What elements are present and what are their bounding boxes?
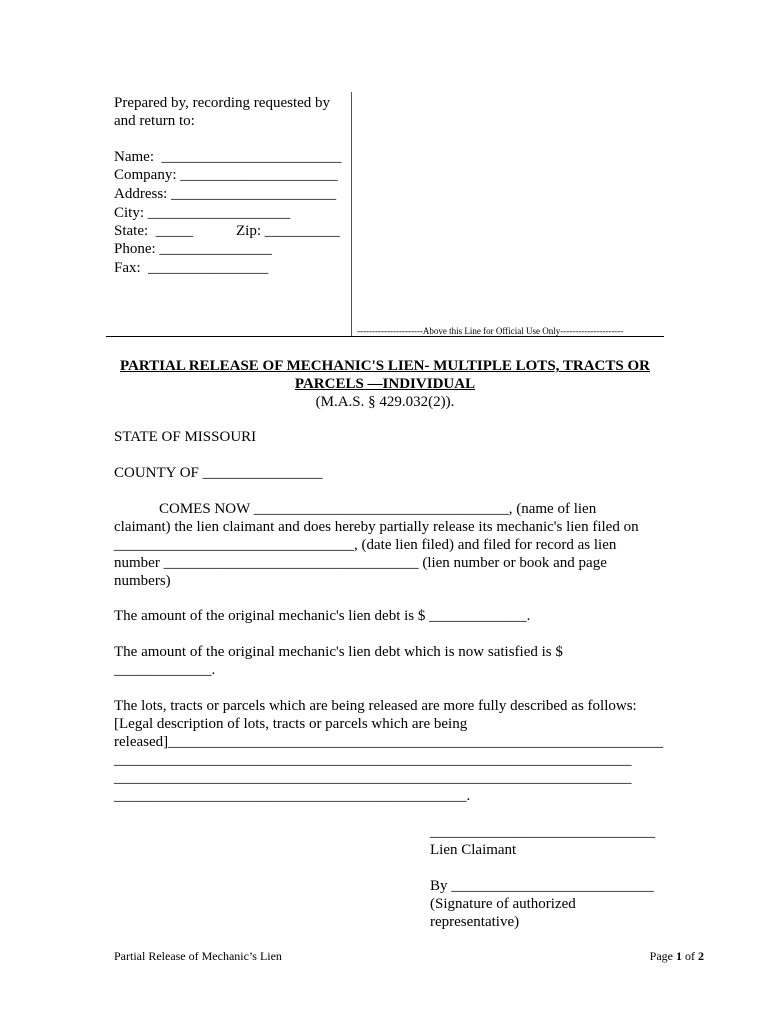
legal-description-line4[interactable]: _______________________________________________. <box>114 788 471 804</box>
statute-citation: (M.A.S. § 429.032(2)). <box>315 394 455 410</box>
city-field[interactable]: City: ___________________ <box>114 205 291 221</box>
authorized-label-line1: (Signature of authorized <box>430 896 576 912</box>
release-text-line2: claimant) the lien claimant and does hereby partially release its mechanic's lien filed on <box>114 519 639 535</box>
official-use-line <box>106 336 664 337</box>
comes-now-line[interactable]: COMES NOW __________________________________, (name of lien <box>159 501 597 517</box>
satisfied-debt-amount[interactable]: _____________. <box>114 662 216 678</box>
authorized-label-line2: representative) <box>430 914 520 930</box>
legal-description-label: [Legal description of lots, tracts or parcels which are being <box>114 716 468 732</box>
page-total: 2 <box>698 949 704 963</box>
claimant-signature-line[interactable]: ______________________________ <box>430 824 655 840</box>
authorized-by-line[interactable]: By ___________________________ <box>430 878 654 894</box>
zip-field[interactable]: Zip: __________ <box>236 223 340 239</box>
lien-claimant-label: Lien Claimant <box>430 842 517 858</box>
venue-county[interactable]: COUNTY OF ________________ <box>114 465 323 481</box>
fax-field[interactable]: Fax: ________________ <box>114 260 269 276</box>
prepared-by-line1: Prepared by, recording requested by <box>114 95 331 111</box>
date-filed-line[interactable]: ________________________________, (date lien filed) and filed for record as lien <box>114 537 617 553</box>
original-debt-line[interactable]: The amount of the original mechanic's lien debt is $ _____________. <box>114 608 531 624</box>
prepared-by-line2: and return to: <box>114 113 195 129</box>
lien-number-line[interactable]: number __________________________________ (lien number or book and page <box>114 555 607 571</box>
page-of: of <box>682 949 698 963</box>
satisfied-debt-line1: The amount of the original mechanic's lien debt which is now satisfied is $ <box>114 644 563 660</box>
lots-description-intro: The lots, tracts or parcels which are being released are more fully described as follows: <box>114 698 637 714</box>
document-title-line2: PARCELS —INDIVIDUAL <box>294 376 476 392</box>
company-field[interactable]: Company: _____________________ <box>114 167 338 183</box>
document-title-line1: PARTIAL RELEASE OF MECHANIC'S LIEN- MULTIPLE LOTS, TRACTS OR <box>119 358 650 374</box>
recording-divider <box>351 92 352 336</box>
state-field[interactable]: State: _____ <box>114 223 194 239</box>
footer-title: Partial Release of Mechanic’s Lien <box>114 949 282 963</box>
venue-state: STATE OF MISSOURI <box>114 429 257 445</box>
page-current: 1 <box>676 949 682 963</box>
legal-description-line2[interactable]: _____________________________________________________________________ <box>114 752 632 768</box>
legal-description-line1[interactable]: released]__________________________________________________________________ <box>114 734 664 750</box>
legal-description-line3[interactable]: _____________________________________________________________________ <box>114 770 632 786</box>
official-use-note: ----------------------Above this Line for Official Use Only--------------------- <box>357 326 624 336</box>
release-text-line5: numbers) <box>114 573 171 589</box>
page-number <box>650 949 704 963</box>
phone-field[interactable]: Phone: _______________ <box>114 241 272 257</box>
page-prefix: Page <box>649 949 676 963</box>
name-field[interactable]: Name: ________________________ <box>114 149 342 165</box>
address-field[interactable]: Address: ______________________ <box>114 186 337 202</box>
